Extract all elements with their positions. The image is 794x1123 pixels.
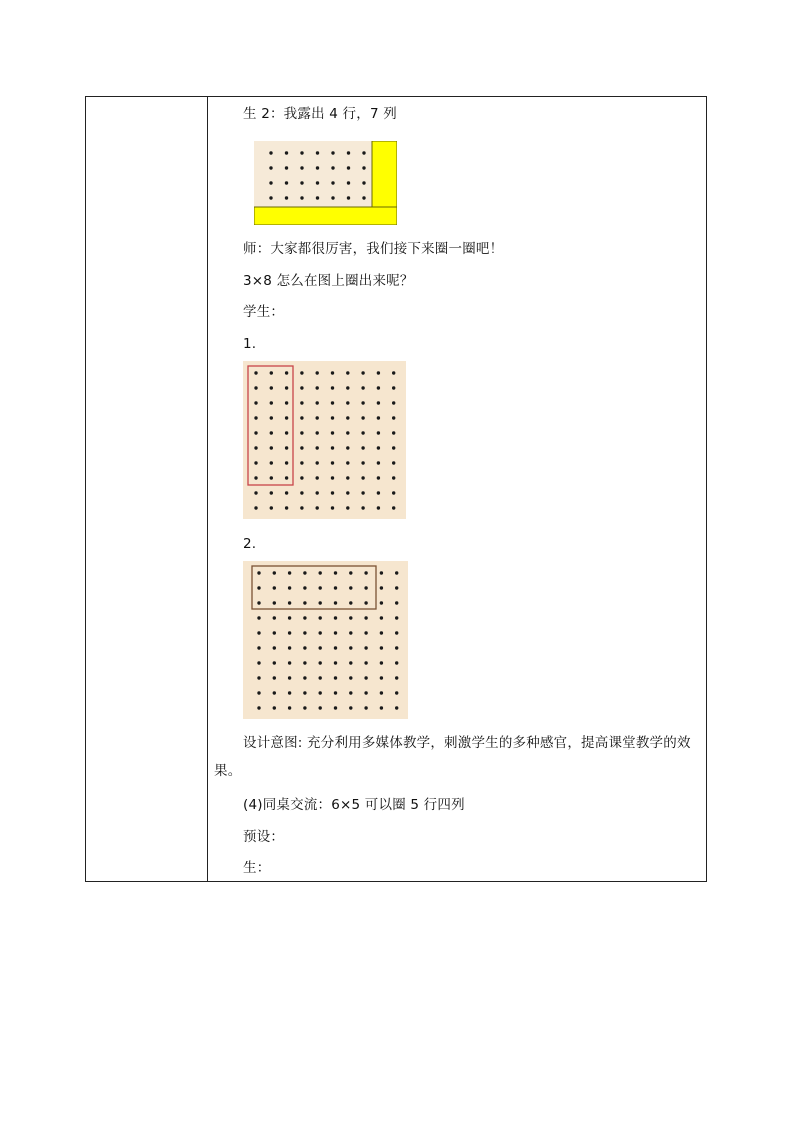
dot: [361, 491, 364, 494]
dot: [316, 461, 319, 464]
dot: [270, 446, 273, 449]
text-line-teacher: 师：大家都很厉害，我们接下来圈一圈吧！: [243, 241, 504, 257]
dot: [285, 386, 288, 389]
dot: [319, 646, 322, 649]
dot: [316, 166, 319, 169]
dot: [380, 586, 383, 589]
dot: [334, 661, 337, 664]
dot: [377, 446, 380, 449]
dot: [300, 196, 303, 199]
dot: [257, 601, 260, 604]
dot: [334, 571, 337, 574]
dot: [285, 196, 288, 199]
dot: [361, 386, 364, 389]
dot: [361, 506, 364, 509]
dot: [257, 676, 260, 679]
dot: [288, 706, 291, 709]
text-line-item1: 1.: [243, 336, 257, 352]
dot: [257, 691, 260, 694]
dot: [269, 166, 272, 169]
dot: [331, 416, 334, 419]
dot: [273, 631, 276, 634]
dot: [362, 181, 365, 184]
dot: [254, 506, 257, 509]
dot: [331, 196, 334, 199]
dot: [300, 506, 303, 509]
dot: [349, 586, 352, 589]
dot: [349, 676, 352, 679]
dot: [349, 706, 352, 709]
dot: [364, 631, 367, 634]
dot: [362, 166, 365, 169]
dot: [270, 371, 273, 374]
dot: [331, 166, 334, 169]
dot: [334, 631, 337, 634]
dot: [380, 616, 383, 619]
dot: [270, 461, 273, 464]
dot: [361, 461, 364, 464]
dot: [254, 461, 257, 464]
dot: [331, 506, 334, 509]
dot: [334, 691, 337, 694]
dot: [273, 646, 276, 649]
dot: [346, 446, 349, 449]
dot: [334, 646, 337, 649]
dot: [300, 476, 303, 479]
dot: [303, 646, 306, 649]
dot: [316, 416, 319, 419]
board-background: [243, 561, 408, 719]
dot: [254, 446, 257, 449]
dot: [395, 706, 398, 709]
dot: [319, 571, 322, 574]
dot: [392, 476, 395, 479]
dot-board-circle-rows: [243, 561, 408, 719]
dot: [362, 196, 365, 199]
dot: [377, 476, 380, 479]
dot: [319, 631, 322, 634]
dot: [257, 646, 260, 649]
dot: [254, 386, 257, 389]
dot: [380, 691, 383, 694]
text-line-design-intent: 设计意图: 充分利用多媒体教学，刺激学生的多种感官，提高课堂教学的效: [243, 735, 691, 751]
dot: [361, 401, 364, 404]
dot: [270, 476, 273, 479]
dot: [361, 476, 364, 479]
dot: [288, 601, 291, 604]
dot: [377, 401, 380, 404]
dot: [288, 691, 291, 694]
dot: [331, 371, 334, 374]
dot: [300, 491, 303, 494]
dot: [273, 706, 276, 709]
dot: [392, 491, 395, 494]
dot: [331, 476, 334, 479]
dot: [319, 706, 322, 709]
dot: [349, 646, 352, 649]
dot: [316, 181, 319, 184]
dot: [349, 571, 352, 574]
dot: [273, 676, 276, 679]
dot: [395, 571, 398, 574]
text-line-preset: 预设：: [243, 829, 285, 845]
dot: [334, 616, 337, 619]
dot: [303, 586, 306, 589]
dot: [300, 371, 303, 374]
dot: [257, 661, 260, 664]
dot: [285, 151, 288, 154]
dot: [269, 181, 272, 184]
dot: [334, 676, 337, 679]
dot: [346, 431, 349, 434]
dot: [346, 416, 349, 419]
dot: [347, 166, 350, 169]
dot: [288, 616, 291, 619]
dot: [361, 446, 364, 449]
text-line-student2: 生 2：我露出 4 行，7 列: [243, 106, 397, 122]
dot: [349, 601, 352, 604]
dot: [316, 431, 319, 434]
dot: [346, 491, 349, 494]
dot: [303, 706, 306, 709]
column-divider: [207, 97, 208, 881]
dot: [316, 446, 319, 449]
text-line-partner-exchange: (4)同桌交流：6×5 可以圈 5 行四列: [243, 797, 465, 813]
text-line-student: 生：: [243, 860, 271, 876]
dot: [300, 446, 303, 449]
dot: [334, 706, 337, 709]
dot: [319, 676, 322, 679]
dot: [395, 601, 398, 604]
dot: [300, 401, 303, 404]
dot: [254, 476, 257, 479]
dot: [300, 181, 303, 184]
text-line-design-intent-cont: 果。: [214, 763, 242, 779]
dot: [303, 601, 306, 604]
dot: [380, 661, 383, 664]
dot: [331, 446, 334, 449]
dot: [285, 506, 288, 509]
dot: [392, 371, 395, 374]
dot: [303, 661, 306, 664]
dot: [331, 151, 334, 154]
dot: [319, 616, 322, 619]
dot: [319, 691, 322, 694]
dot: [395, 631, 398, 634]
dot: [285, 416, 288, 419]
dot: [257, 616, 260, 619]
dot: [349, 631, 352, 634]
dot: [349, 661, 352, 664]
dot: [377, 416, 380, 419]
dot: [303, 676, 306, 679]
dot: [346, 506, 349, 509]
dot: [346, 476, 349, 479]
dot: [254, 416, 257, 419]
text-line-item2: 2.: [243, 536, 257, 552]
dot: [331, 491, 334, 494]
dot: [288, 646, 291, 649]
dot: [395, 586, 398, 589]
dot: [285, 491, 288, 494]
dot: [319, 661, 322, 664]
dot: [331, 431, 334, 434]
dot: [300, 416, 303, 419]
dot: [395, 646, 398, 649]
dot: [270, 401, 273, 404]
dot: [392, 461, 395, 464]
dot: [316, 151, 319, 154]
dot: [346, 401, 349, 404]
dot: [361, 371, 364, 374]
dot: [254, 491, 257, 494]
dot: [364, 706, 367, 709]
dot: [364, 691, 367, 694]
dot: [361, 416, 364, 419]
dot: [303, 691, 306, 694]
dot: [334, 601, 337, 604]
dot: [364, 616, 367, 619]
dot: [395, 616, 398, 619]
dot: [349, 616, 352, 619]
dot: [364, 601, 367, 604]
dot: [316, 196, 319, 199]
dot: [300, 386, 303, 389]
dot: [316, 401, 319, 404]
dot: [273, 616, 276, 619]
dot: [361, 431, 364, 434]
dot: [300, 151, 303, 154]
dot: [254, 371, 257, 374]
board-background: [243, 361, 406, 519]
dot: [303, 616, 306, 619]
dot: [257, 706, 260, 709]
dot: [331, 461, 334, 464]
yellow-cover-bottom: [254, 207, 397, 225]
dot: [362, 151, 365, 154]
text-line-question: 3×8 怎么在图上圈出来呢？: [243, 273, 414, 289]
dot: [377, 386, 380, 389]
dot: [380, 676, 383, 679]
dot: [392, 386, 395, 389]
dot: [377, 506, 380, 509]
dot: [395, 676, 398, 679]
dot: [288, 661, 291, 664]
dot: [392, 446, 395, 449]
dot: [395, 661, 398, 664]
dot: [273, 586, 276, 589]
dot: [285, 461, 288, 464]
dot: [347, 151, 350, 154]
dot: [257, 586, 260, 589]
dot: [316, 371, 319, 374]
dot: [270, 386, 273, 389]
dot: [319, 586, 322, 589]
dot: [319, 601, 322, 604]
dot: [270, 431, 273, 434]
dot: [303, 631, 306, 634]
dot: [300, 431, 303, 434]
dot: [257, 571, 260, 574]
dot: [285, 181, 288, 184]
dot: [349, 691, 352, 694]
text-line-students: 学生：: [243, 304, 285, 320]
dot: [380, 601, 383, 604]
dot: [364, 586, 367, 589]
dot: [285, 446, 288, 449]
dot: [273, 661, 276, 664]
dot: [288, 631, 291, 634]
dot: [270, 491, 273, 494]
dot: [392, 431, 395, 434]
dot-board-partial-reveal: [254, 141, 397, 225]
dot: [316, 476, 319, 479]
dot: [346, 386, 349, 389]
dot: [273, 601, 276, 604]
dot: [364, 571, 367, 574]
dot: [347, 196, 350, 199]
dot: [316, 491, 319, 494]
dot: [269, 151, 272, 154]
dot: [364, 646, 367, 649]
dot: [377, 431, 380, 434]
dot: [364, 661, 367, 664]
dot: [285, 476, 288, 479]
dot: [392, 401, 395, 404]
dot: [392, 506, 395, 509]
dot-board-circle-columns: [243, 361, 406, 519]
dot: [377, 491, 380, 494]
dot: [285, 166, 288, 169]
dot: [316, 506, 319, 509]
dot: [316, 386, 319, 389]
dot: [331, 401, 334, 404]
dot: [334, 586, 337, 589]
dot: [288, 676, 291, 679]
dot: [377, 461, 380, 464]
dot: [270, 416, 273, 419]
dot: [380, 571, 383, 574]
dot: [346, 461, 349, 464]
dot: [303, 571, 306, 574]
dot: [377, 371, 380, 374]
dot: [285, 431, 288, 434]
dot: [392, 416, 395, 419]
dot: [300, 166, 303, 169]
dot: [254, 431, 257, 434]
dot: [380, 706, 383, 709]
dot: [347, 181, 350, 184]
dot: [300, 461, 303, 464]
dot: [285, 371, 288, 374]
dot: [270, 506, 273, 509]
dot: [254, 401, 257, 404]
dot: [331, 181, 334, 184]
dot: [273, 691, 276, 694]
dot: [331, 386, 334, 389]
dot: [273, 571, 276, 574]
dot: [269, 196, 272, 199]
dot: [346, 371, 349, 374]
dot: [364, 676, 367, 679]
dot: [380, 646, 383, 649]
dot: [257, 631, 260, 634]
dot: [285, 401, 288, 404]
dot: [395, 691, 398, 694]
dot: [288, 586, 291, 589]
dot: [288, 571, 291, 574]
dot: [380, 631, 383, 634]
